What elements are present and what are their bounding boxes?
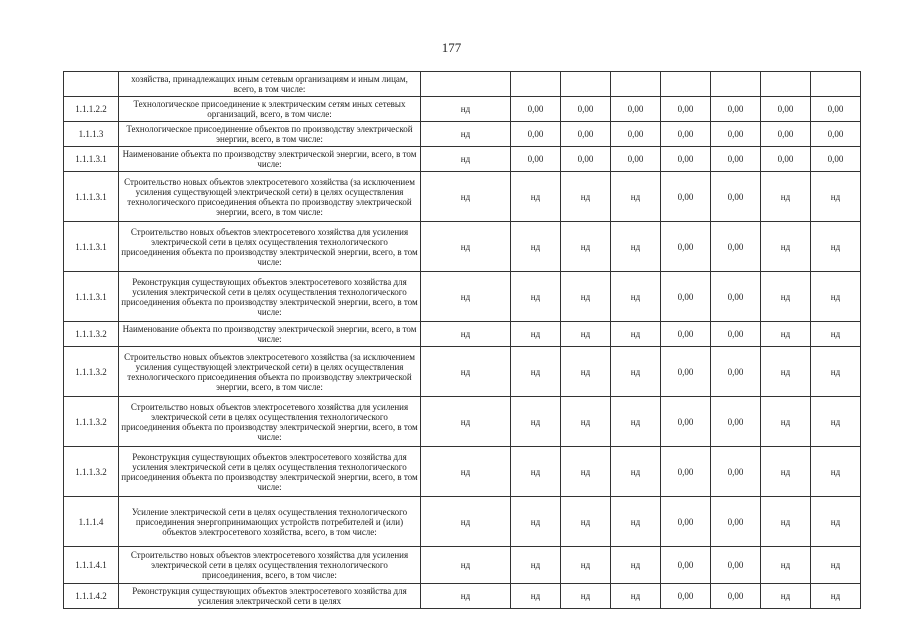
row-description: хозяйства, принадлежащих иным сетевым организациям и иным лицам, всего, в том числе: [119,72,421,97]
row-description: Усиление электрической сети в целях осуществления технологического присоединения энергопринимающих устройств потребителей и (или) объектов электросетевого хозяйства, всего, в том числе: [119,497,421,547]
value-cell: нд [511,547,561,584]
value-cell: нд [561,584,611,609]
value-cell: 0,00 [561,97,611,122]
row-description: Реконструкция существующих объектов электросетевого хозяйства для усиления электрической сети в целях осуществления технологического присоединения объекта по производству электрической энергии, всего, в том числе: [119,447,421,497]
value-cell: 0,00 [711,584,761,609]
table-row [64,547,861,584]
value-cell: 0,00 [561,147,611,172]
value-cell: нд [421,122,511,147]
row-description: Строительство новых объектов электросетевого хозяйства для усиления электрической сети в целях осуществления технологического присоединения объекта по производству электрической энергии, всего, в том числе: [119,397,421,447]
value-cell: 0,00 [711,397,761,447]
value-cell: нд [611,222,661,272]
value-cell: 0,00 [711,122,761,147]
row-code: 1.1.1.3.2 [64,397,119,447]
value-cell: нд [761,272,811,322]
value-cell: 0,00 [711,347,761,397]
value-cell: 0,00 [661,272,711,322]
value-cell: нд [761,584,811,609]
value-cell: нд [561,272,611,322]
value-cell: нд [421,322,511,347]
value-cell: нд [511,447,561,497]
value-cell: нд [561,347,611,397]
row-code: 1.1.1.4.1 [64,547,119,584]
value-cell: нд [511,322,561,347]
value-cell: нд [421,172,511,222]
value-cell: нд [421,97,511,122]
row-description: Наименование объекта по производству электрической энергии, всего, в том числе: [119,322,421,347]
value-cell: нд [511,497,561,547]
value-cell: нд [811,397,861,447]
value-cell: 0,00 [661,122,711,147]
value-cell: нд [611,272,661,322]
value-cell: 0,00 [761,97,811,122]
row-code: 1.1.1.3.1 [64,272,119,322]
value-cell: нд [811,222,861,272]
value-cell: нд [561,447,611,497]
value-cell: нд [511,397,561,447]
row-code: 1.1.1.2.2 [64,97,119,122]
value-cell: нд [421,272,511,322]
row-description: Строительство новых объектов электросетевого хозяйства для усиления электрической сети в целях осуществления технологического присоединения, всего, в том числе: [119,547,421,584]
value-cell: нд [611,397,661,447]
value-cell: нд [561,172,611,222]
row-code: 1.1.1.3.1 [64,222,119,272]
row-description: Наименование объекта по производству электрической энергии, всего, в том числе: [119,147,421,172]
value-cell: 0,00 [661,447,711,497]
value-cell: нд [811,272,861,322]
row-code: 1.1.1.3 [64,122,119,147]
value-cell: 0,00 [761,122,811,147]
value-cell: нд [511,222,561,272]
value-cell: нд [761,172,811,222]
value-cell: 0,00 [811,147,861,172]
value-cell [611,72,661,97]
value-cell: нд [511,172,561,222]
value-cell: 0,00 [711,322,761,347]
value-cell: нд [561,222,611,272]
value-cell: нд [761,547,811,584]
value-cell: 0,00 [611,122,661,147]
value-cell: нд [811,347,861,397]
value-cell [711,72,761,97]
table-row [64,97,861,122]
table-row [64,272,861,322]
value-cell: 0,00 [661,397,711,447]
row-code: 1.1.1.3.2 [64,347,119,397]
row-description: Реконструкция существующих объектов электросетевого хозяйства для усиления электрической сети в целях [119,584,421,609]
value-cell: нд [511,584,561,609]
value-cell: 0,00 [661,322,711,347]
row-description: Строительство новых объектов электросетевого хозяйства (за исключением усиления существующей электрической сети) в целях осуществления технологического присоединения объекта по производству электрической энергии, всего, в том числе: [119,347,421,397]
value-cell: нд [421,397,511,447]
table-row [64,322,861,347]
value-cell: нд [811,447,861,497]
value-cell: 0,00 [511,147,561,172]
value-cell: 0,00 [661,347,711,397]
value-cell [661,72,711,97]
value-cell: 0,00 [661,147,711,172]
value-cell: 0,00 [611,97,661,122]
value-cell: 0,00 [711,147,761,172]
value-cell: 0,00 [661,584,711,609]
value-cell [761,72,811,97]
report-table-body [64,72,861,609]
value-cell: нд [561,547,611,584]
value-cell: нд [561,497,611,547]
value-cell: 0,00 [711,222,761,272]
value-cell: 0,00 [511,122,561,147]
value-cell: 0,00 [711,447,761,497]
value-cell: нд [761,322,811,347]
table-row [64,447,861,497]
row-code: 1.1.1.4 [64,497,119,547]
value-cell: 0,00 [811,122,861,147]
row-code: 1.1.1.3.1 [64,172,119,222]
table-row [64,147,861,172]
row-description: Технологическое присоединение к электрическим сетям иных сетевых организаций, всего, в том числе: [119,97,421,122]
value-cell: 0,00 [661,547,711,584]
row-code: 1.1.1.3.2 [64,322,119,347]
value-cell [811,72,861,97]
value-cell [561,72,611,97]
row-description: Строительство новых объектов электросетевого хозяйства для усиления электрической сети в целях осуществления технологического присоединения объекта по производству электрической энергии, всего, в том числе: [119,222,421,272]
value-cell: 0,00 [661,222,711,272]
value-cell: нд [761,447,811,497]
value-cell: нд [761,397,811,447]
value-cell [421,72,511,97]
table-row [64,397,861,447]
value-cell: нд [421,497,511,547]
page-number: 177 [441,40,462,55]
value-cell: нд [421,584,511,609]
value-cell: нд [811,172,861,222]
row-description: Строительство новых объектов электросетевого хозяйства (за исключением усиления существующей электрической сети) в целях осуществления технологического присоединения объекта по производству электрической энергии, всего, в том числе: [119,172,421,222]
value-cell: нд [811,547,861,584]
value-cell: 0,00 [661,97,711,122]
value-cell: нд [811,584,861,609]
row-code: 1.1.1.3.2 [64,447,119,497]
value-cell: 0,00 [661,497,711,547]
value-cell: нд [761,222,811,272]
value-cell: нд [611,322,661,347]
value-cell: нд [611,347,661,397]
table-row [64,347,861,397]
table-row [64,584,861,609]
table-row [64,122,861,147]
value-cell: 0,00 [761,147,811,172]
row-description: Реконструкция существующих объектов электросетевого хозяйства для усиления электрической сети в целях осуществления технологического присоединения объекта по производству электрической энергии, всего, в том числе: [119,272,421,322]
row-code [64,72,119,97]
row-code: 1.1.1.3.1 [64,147,119,172]
value-cell: 0,00 [711,97,761,122]
value-cell: нд [811,322,861,347]
value-cell: нд [421,447,511,497]
value-cell: нд [561,322,611,347]
table-row [64,172,861,222]
table-row [64,497,861,547]
value-cell: 0,00 [711,172,761,222]
value-cell: нд [511,272,561,322]
value-cell: 0,00 [811,97,861,122]
value-cell: нд [761,347,811,397]
value-cell [511,72,561,97]
value-cell: 0,00 [611,147,661,172]
value-cell: нд [611,547,661,584]
value-cell: нд [611,172,661,222]
table-row [64,222,861,272]
value-cell: нд [761,497,811,547]
value-cell: нд [811,497,861,547]
value-cell: нд [421,547,511,584]
report-table [63,71,861,609]
value-cell: нд [611,447,661,497]
row-description: Технологическое присоединение объектов по производству электрической энергии, всего, в том числе: [119,122,421,147]
value-cell: 0,00 [661,172,711,222]
value-cell: нд [421,347,511,397]
value-cell: нд [511,347,561,397]
value-cell: 0,00 [711,272,761,322]
value-cell: 0,00 [711,497,761,547]
value-cell: нд [611,497,661,547]
row-code: 1.1.1.4.2 [64,584,119,609]
value-cell: нд [421,222,511,272]
table-row [64,72,861,97]
value-cell: 0,00 [711,547,761,584]
value-cell: нд [421,147,511,172]
value-cell: нд [611,584,661,609]
value-cell: нд [561,397,611,447]
value-cell: 0,00 [511,97,561,122]
value-cell: 0,00 [561,122,611,147]
